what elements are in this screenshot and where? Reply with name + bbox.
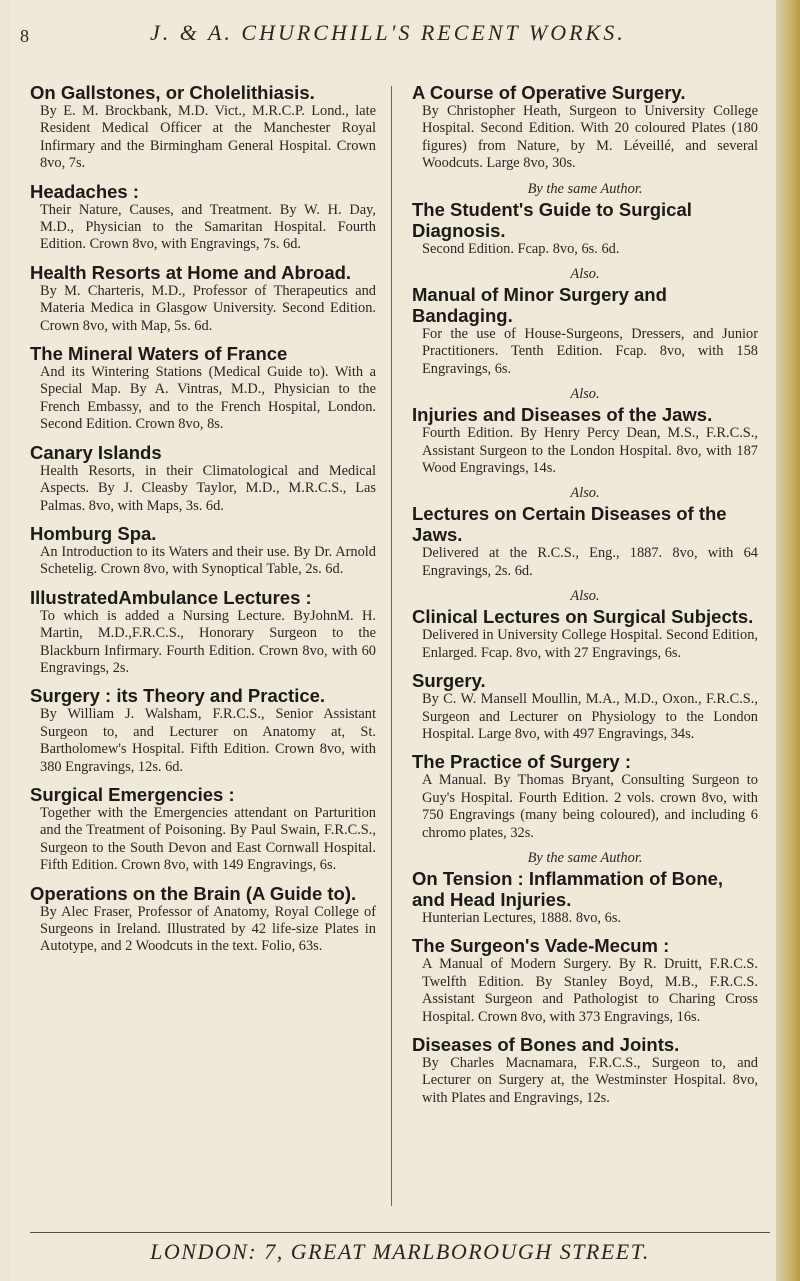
- book-entry: [30, 587, 376, 678]
- book-entry: [412, 935, 758, 1026]
- author-note: Also.: [570, 588, 600, 605]
- book-description: To which is added a Nursing Lecture. ByJohnM. H. Martin, M.D.,F.R.C.S., Honorary Surgeon to the Blackburn Infirmary. Fourth Edition. Crown 8vo, with 60 Engravings, 2s.: [40, 607, 376, 676]
- left-column: [30, 82, 376, 964]
- book-entry: [412, 670, 758, 743]
- footer-rule: [30, 1232, 770, 1233]
- book-entry: [412, 1034, 758, 1107]
- book-title: The Surgeon's Vade-Mecum :: [412, 935, 670, 957]
- running-title: J. & A. CHURCHILL'S RECENT WORKS.: [150, 20, 626, 45]
- book-description: Together with the Emergencies attendant on Parturition and the Treatment of Poisoning. By Paul Swain, F.R.C.S., Surgeon to the South Devon and East Cornwall Hospital. Fifth Edition. Crown 8vo, with 149 Engravings, 6s.: [40, 804, 376, 874]
- book-entry: [412, 868, 758, 927]
- book-entry: [412, 82, 758, 173]
- book-description: An Introduction to its Waters and their use. By Dr. Arnold Schetelig. Crown 8vo, with Synoptical Table, 2s. 6d.: [40, 543, 376, 578]
- book-description: Delivered in University College Hospital. Second Edition, Enlarged. Fcap. 8vo, with 27 Engravings, 6s.: [422, 627, 758, 661]
- book-title: The Student's Guide to Surgical Diagnosis.: [412, 198, 692, 241]
- book-title: Diseases of Bones and Joints.: [412, 1033, 680, 1055]
- book-description: Fourth Edition. By Henry Percy Dean, M.S., F.R.C.S., Assistant Surgeon to the London Hospital. 8vo, with 187 Wood Engravings, 14s.: [422, 425, 758, 477]
- book-title: Injuries and Diseases of the Jaws.: [412, 404, 713, 426]
- page-edge: [776, 0, 800, 1281]
- book-title: The Mineral Waters of France: [30, 343, 288, 365]
- book-title: Surgery.: [412, 670, 486, 692]
- column-divider: [391, 86, 392, 1206]
- author-note: Also.: [570, 266, 600, 283]
- book-entry: [30, 181, 376, 254]
- page-header: [0, 12, 800, 46]
- book-entry: [412, 284, 758, 378]
- page-number: 8: [20, 26, 29, 46]
- book-title: Surgery : its Theory and Practice.: [30, 685, 326, 707]
- book-description: By M. Charteris, M.D., Professor of Therapeutics and Materia Medica in Glasgow University. Second Edition. Crown 8vo, with Map, 5s. 6d.: [40, 282, 376, 334]
- book-description: By Christopher Heath, Surgeon to University College Hospital. Second Edition. With 20 coloured Plates (180 figures) from Nature, by M. Léveillé, and several Woodcuts. Large 8vo, 30s.: [422, 103, 758, 172]
- book-title: On Tension : Inflammation of Bone, and Head Injuries.: [412, 867, 724, 910]
- right-column: [412, 82, 758, 1115]
- book-title: Lectures on Certain Diseases of the Jaws.: [412, 503, 727, 546]
- book-entry: [412, 606, 758, 662]
- book-description: A Manual of Modern Surgery. By R. Druitt, F.R.C.S. Twelfth Edition. By Stanley Boyd, M.B., F.R.C.S. Assistant Surgeon and Pathologist to Charing Cross Hospital. Crown 8vo, with 373 Engravings, 16s.: [422, 956, 758, 1025]
- book-title: Manual of Minor Surgery and Bandaging.: [412, 284, 667, 327]
- book-title: A Course of Operative Surgery.: [412, 82, 686, 103]
- book-entry: [30, 343, 376, 434]
- book-description: By Charles Macnamara, F.R.C.S., Surgeon to, and Lecturer on Surgery at, the Westminster Hospital. 8vo, with Plates and Engravings, 12s.: [422, 1054, 758, 1106]
- book-entry: [412, 404, 758, 477]
- author-note: Also.: [570, 485, 600, 502]
- book-title: On Gallstones, or Cholelithiasis.: [30, 82, 315, 103]
- book-description: By E. M. Brockbank, M.D. Vict., M.R.C.P. Lond., late Resident Medical Officer at the Manchester Royal Infirmary and the Birmingham General Hospital. Crown 8vo, 7s.: [40, 103, 376, 172]
- book-entry: [412, 199, 758, 258]
- book-description: By C. W. Mansell Moullin, M.A., M.D., Oxon., F.R.C.S., Surgeon and Lecturer on Physiology to the London Hospital. Large 8vo, with 497 Engravings, 34s.: [422, 691, 758, 742]
- book-description: Delivered at the R.C.S., Eng., 1887. 8vo, with 64 Engravings, 2s. 6d.: [422, 545, 758, 579]
- book-entry: [412, 751, 758, 842]
- book-title: Homburg Spa.: [30, 522, 157, 544]
- book-description: Second Edition. Fcap. 8vo, 6s. 6d.: [422, 240, 620, 257]
- book-description: And its Wintering Stations (Medical Guide to). With a Special Map. By A. Vintras, M.D., Physician to the French Embassy, and to the French Hospital, London. Second Edition. Crown 8vo, 8s.: [40, 364, 376, 433]
- book-description: Their Nature, Causes, and Treatment. By W. H. Day, M.D., Physician to the Samaritan Hospital. Fourth Edition. Crown 8vo, with Engravings, 7s. 6d.: [40, 201, 376, 253]
- book-title: Clinical Lectures on Surgical Subjects.: [412, 606, 754, 628]
- book-entry: [30, 685, 376, 776]
- author-note: Also.: [570, 386, 600, 403]
- book-title: Surgical Emergencies :: [30, 783, 235, 805]
- book-entry: [30, 523, 376, 579]
- book-entry: [412, 503, 758, 580]
- book-description: A Manual. By Thomas Bryant, Consulting Surgeon to Guy's Hospital. Fourth Edition. 2 vols. crown 8vo, with 750 Engravings (many being coloured), and including 6 chromo plates, 32s.: [422, 772, 758, 841]
- author-note: By the same Author.: [527, 849, 643, 866]
- book-description: Health Resorts, in their Climatological and Medical Aspects. By J. Cleasby Taylor, M.D., M.R.C.S., Las Palmas. 8vo, with Maps, 3s. 6d.: [40, 462, 376, 514]
- book-entry: [30, 262, 376, 335]
- book-description: Hunterian Lectures, 1888. 8vo, 6s.: [422, 909, 622, 926]
- book-title: Operations on the Brain (A Guide to).: [30, 882, 357, 904]
- book-description: For the use of House-Surgeons, Dressers, and Junior Practitioners. Tenth Edition. Fcap. 8vo, with 158 Engravings, 6s.: [422, 326, 758, 377]
- book-title: IllustratedAmbulance Lectures :: [30, 586, 312, 608]
- book-entry: [30, 784, 376, 875]
- book-title: The Practice of Surgery :: [412, 751, 631, 773]
- publisher-address: LONDON: 7, GREAT MARLBOROUGH STREET.: [150, 1239, 650, 1264]
- book-title: Headaches :: [30, 180, 139, 202]
- author-note: By the same Author.: [527, 180, 643, 197]
- book-entry: [30, 442, 376, 515]
- book-description: By William J. Walsham, F.R.C.S., Senior Assistant Surgeon to, and Lecturer on Anatomy at, St. Bartholomew's Hospital. Fifth Edition. Crown 8vo, with 380 Engravings, 12s. 6d.: [40, 706, 376, 775]
- book-description: By Alec Fraser, Professor of Anatomy, Royal College of Surgeons in Ireland. Illustrated by 42 life-size Plates in Autotype, and 2 Woodcuts in the text. Folio, 63s.: [40, 903, 376, 955]
- book-title: Health Resorts at Home and Abroad.: [30, 261, 352, 283]
- book-entry: [30, 883, 376, 956]
- book-entry: [30, 82, 376, 173]
- book-title: Canary Islands: [30, 441, 162, 463]
